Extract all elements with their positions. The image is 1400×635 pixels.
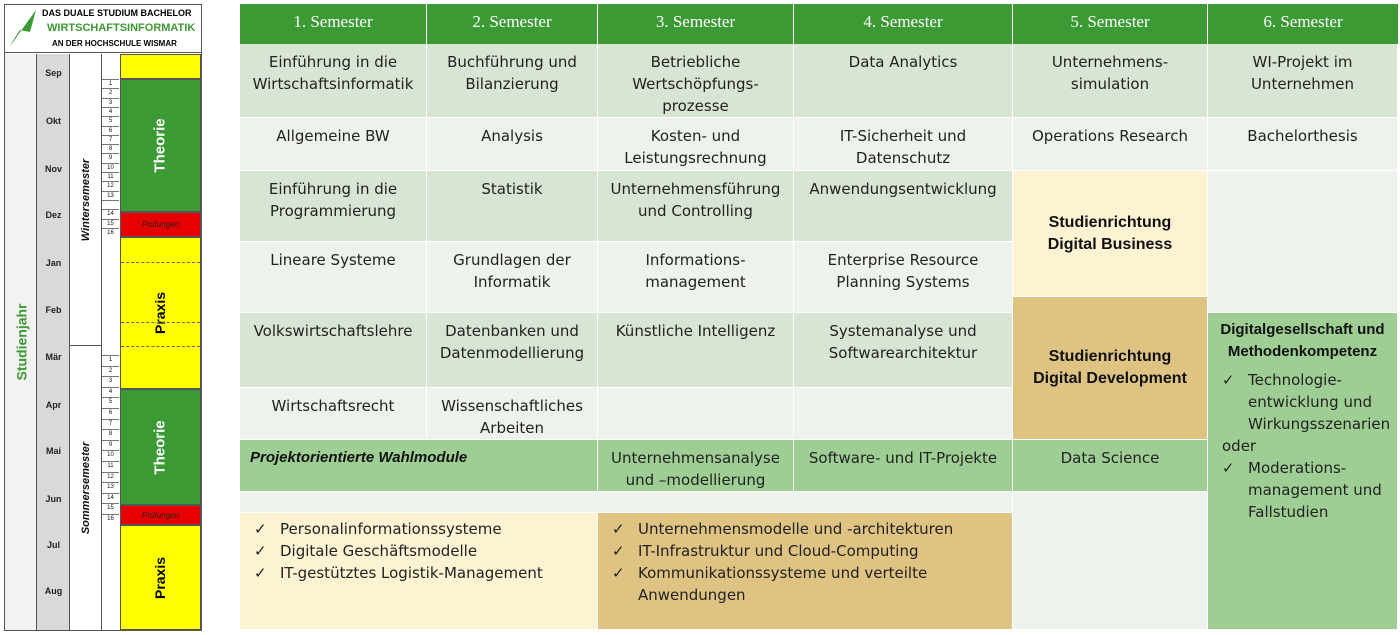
week-number: 10 [102,163,119,173]
module-cell: Data Analytics [794,44,1013,118]
module-cell: Datenbanken und Datenmodellierung [427,313,598,388]
logo-icon [8,8,38,48]
week-number: 14 [102,493,119,505]
studienrichtung-digital-development: Studienrichtung Digital Development [1013,297,1208,440]
module-cell: Wirtschaftsrecht [240,388,427,440]
module-cell: Unternehmensanalyse und –modellierung [598,440,794,492]
digitalgesellschaft-block [1208,313,1398,630]
sommersemester-label: Sommersemester [80,441,92,535]
oder-label: oder [1222,437,1257,455]
week-number: 13 [102,482,119,494]
week-number: 4 [102,387,119,399]
logo-line-1: DAS DUALE STUDIUM BACHELOR [42,8,192,18]
empty-cell [794,388,1013,440]
module-cell: Volkswirtschaftslehre [240,313,427,388]
month-label: Aug [44,586,63,596]
praxis-block [120,54,201,79]
header-semester-6: 6. Semester [1208,4,1398,44]
month-label: Mär [45,352,62,362]
week-number: 7 [102,135,119,145]
wahlmodul-item: ✓ Personalinformationssysteme [244,518,593,540]
module-cell: Informations-management [598,242,794,313]
week-number: 3 [102,98,119,108]
empty-cell [598,388,794,440]
module-cell: Analysis [427,118,598,171]
month-label: Apr [45,400,62,410]
week-number: 16 [102,514,119,526]
module-cell: Allgemeine BW [240,118,427,171]
projektorientierte-wahlmodule-label: Projektorientierte Wahlmodule [240,440,598,492]
module-cell: Systemanalyse und Softwarearchitektur [794,313,1013,388]
empty-cell [1208,171,1398,313]
wahlmodul-item: ✓ Digitale Geschäftsmodelle [244,540,593,562]
week-number: 8 [102,429,119,441]
module-cell: Statistik [427,171,598,242]
wahlmodul-item: ✓ Kommunikationssysteme und verteilte Anwendungen [602,562,1008,606]
month-label: Jun [45,494,62,504]
week-number: 11 [102,461,119,473]
header-semester-3: 3. Semester [598,4,794,44]
week-number: 1 [102,355,119,367]
module-cell: Operations Research [1013,118,1208,171]
week-number: 13 [102,191,119,201]
week-number: 9 [102,440,119,452]
module-cell: Wissenschaftliches Arbeiten [427,388,598,440]
module-cell: Unternehmens-simulation [1013,44,1208,118]
wahlmodul-item: ✓ IT-gestütztes Logistik-Management [244,562,593,584]
week-number: 10 [102,450,119,462]
week-number: 2 [102,88,119,98]
logo-line-3: AN DER HOCHSCHULE WISMAR [52,39,177,48]
month-label: Sep [45,68,62,78]
month-label: Jul [46,540,60,550]
module-cell: Buchführung und Bilanzierung [427,44,598,118]
month-label: Nov [44,164,62,174]
praxis-block-summer: Praxis [120,525,201,630]
week-number: 11 [102,172,119,182]
week-number: 6 [102,408,119,420]
month-label: Jan [45,258,62,268]
module-cell: Bachelorthesis [1208,118,1398,171]
week-number: 6 [102,126,119,136]
studienjahr-column [5,54,37,630]
header-semester-2: 2. Semester [427,4,598,44]
logo-line-2: WIRTSCHAFTSINFORMATIK [47,22,196,34]
month-label: Mai [45,446,61,456]
module-cell: Betriebliche Wertschöpfungs-prozesse [598,44,794,118]
module-cell: Künstliche Intelligenz [598,313,794,388]
week-number: 12 [102,181,119,191]
header-semester-4: 4. Semester [794,4,1013,44]
studienrichtung-digital-business: Studienrichtung Digital Business [1013,171,1208,297]
header-semester-1: 1. Semester [240,4,427,44]
week-number: 4 [102,107,119,117]
month-label: Dez [45,210,62,220]
hochschule-logo [5,5,201,53]
week-number: 3 [102,376,119,388]
week-number: 14 [102,209,119,219]
theorie-block-summer: Theorie [120,389,201,505]
wahlmodul-item: ✓ IT-Infrastruktur und Cloud-Computing [602,540,1008,562]
month-label: Feb [45,305,62,315]
module-cell: Anwendungsentwicklung [794,171,1013,242]
module-cell: Unternehmensführung und Controlling [598,171,794,242]
pruefungen-block-winter: Prüfungen [120,212,201,237]
week-number: 8 [102,144,119,154]
praxis-block-winter: Praxis [120,237,201,389]
header-semester-5: 5. Semester [1013,4,1208,44]
module-cell: Grundlagen der Informatik [427,242,598,313]
month-column [37,54,70,630]
module-cell: Enterprise Resource Planning Systems [794,242,1013,313]
week-number: 15 [102,219,119,229]
module-cell: Software- und IT-Projekte [794,440,1013,492]
digitalgesellschaft-option: ✓ Technologie-entwicklung und Wirkungsszenarien [1212,369,1393,435]
module-cell: Einführung in die Programmierung [240,171,427,242]
digitalgesellschaft-option: ✓ Moderations-management und Fallstudien [1212,457,1393,523]
pruefungen-block-summer: Prüfungen [120,505,201,525]
week-number: 5 [102,397,119,409]
wintersemester-label: Wintersemester [80,158,92,241]
module-cell: IT-Sicherheit und Datenschutz [794,118,1013,171]
week-number: 16 [102,228,119,238]
week-number: 9 [102,153,119,163]
empty-cell [1013,492,1208,630]
digitalgesellschaft-title: Digitalgesellschaft und Methodenkompetenz [1220,321,1385,360]
wahlmodul-item: ✓ Unternehmensmodelle und -architekturen [602,518,1008,540]
week-number: 1 [102,79,119,89]
module-cell: WI-Projekt im Unternehmen [1208,44,1398,118]
week-number: 7 [102,419,119,431]
studienjahr-label: Studienjahr [13,303,30,381]
module-cell: Lineare Systeme [240,242,427,313]
week-number: 5 [102,116,119,126]
module-cell: Einführung in die Wirtschaftsinformatik [240,44,427,118]
wahl-digital-business [240,513,598,630]
week-number: 12 [102,472,119,484]
theorie-block-winter: Theorie [120,79,201,212]
module-cell: Kosten- und Leistungsrechnung [598,118,794,171]
module-cell: Data Science [1013,440,1208,492]
week-number: 2 [102,366,119,378]
spacer-row [240,492,1013,513]
wahl-digital-development [598,513,1013,630]
week-number: 15 [102,503,119,515]
month-label: Okt [45,116,61,126]
semester-column [70,54,102,630]
